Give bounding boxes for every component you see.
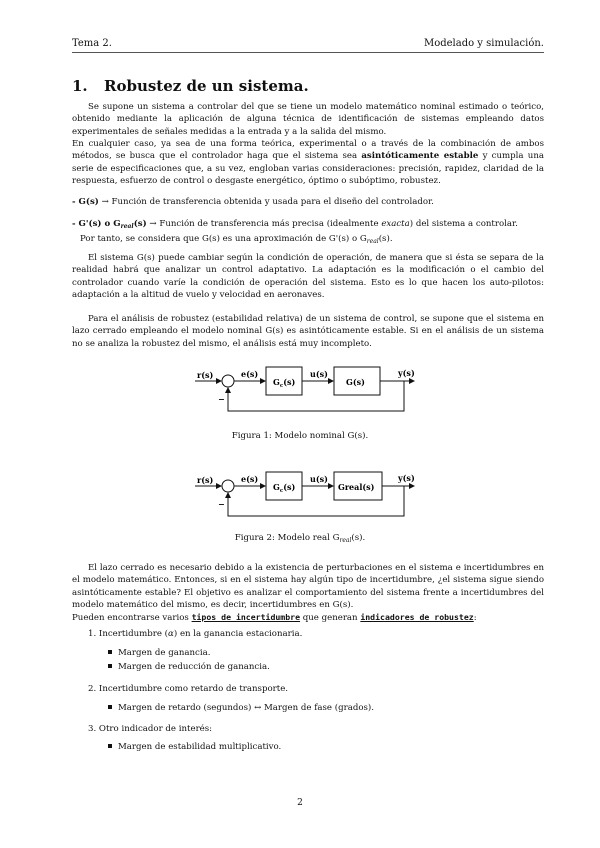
fig2-summing-junction xyxy=(222,480,234,492)
fig2-controller-label: $G_c(s)$ xyxy=(273,482,296,494)
bold-term: asintóticamente estable xyxy=(361,151,479,162)
list-item-2: 2. Incertidumbre como retardo de transporte. xyxy=(88,684,289,694)
fig1-label-e: e(s) xyxy=(241,369,259,379)
sub-item-text: Margen de estabilidad multiplicativo. xyxy=(118,742,282,752)
header-chapter: Tema 2. xyxy=(72,38,112,49)
term-greal-end: (s) xyxy=(133,219,147,229)
paragraph-uncertainty-types xyxy=(72,611,544,624)
figure1-caption: Figura 1: Modelo nominal G(s). xyxy=(231,431,369,441)
fig1-label-u: u(s) xyxy=(310,369,328,379)
definition-text: → Función de transferencia más precisa (idealmente xyxy=(146,219,382,229)
subscript: real xyxy=(120,223,134,230)
fig1-controller-label: $G_c(s)$ xyxy=(273,377,296,389)
text-run: y cumpla una serie de especificaciones que, a su vez, engloban varias consideraciones: precisión, rapidez, claridad de la respuesta, esfuerzo de control o desgaste energético, óptimo o subóptimo, robustez. xyxy=(72,151,544,187)
text-run: ) en la ganancia estacionaria. xyxy=(173,629,303,639)
sub-item-text: Margen de retardo (segundos) ↔ Margen de fase (grados). xyxy=(118,703,374,713)
figure2-caption xyxy=(0,533,600,544)
fig1-label-r: r(s) xyxy=(197,370,214,380)
text-run: : xyxy=(473,613,477,623)
sub-item-gain-margin xyxy=(108,648,210,658)
bullet-square xyxy=(108,744,112,748)
sub-item-multiplicative xyxy=(108,742,281,752)
fig1-summing-junction xyxy=(222,375,234,387)
paragraph-adaptive: El sistema G(s) puede cambiar según la condición de operación, de manera que si ésta se separa de la realidad habrá que analizar un control adaptativo. La adaptación es la modificación o el cambio del controlador cuando varíe la condición de operación del sistema. Esto es lo que hacen los auto-pilotos: adaptación a la altitud de vuelo y velocidad en aeronaves. xyxy=(72,253,544,301)
fig2-label-r: r(s) xyxy=(197,475,214,485)
fig2-label-e: e(s) xyxy=(241,474,259,484)
text-run: Por tanto, se considera que G(s) es una aproximación de G'(s) o G xyxy=(80,234,367,244)
fig2-minus-sign: − xyxy=(218,499,225,509)
highlight-term: indicadores de robustez xyxy=(360,612,474,622)
sub-item-gain-reduction xyxy=(108,662,270,672)
definition-greal xyxy=(72,218,552,233)
caption-text: (s). xyxy=(351,533,366,543)
section-title: Robustez de un sistema. xyxy=(104,77,309,95)
term-greal: - G'(s) o G xyxy=(72,219,121,229)
running-header xyxy=(72,38,544,53)
definition-text: → Función de transferencia obtenida y usada para el diseño del controlador. xyxy=(98,197,434,207)
definition-g xyxy=(72,196,552,208)
definition-text: ) del sistema a controlar. xyxy=(409,219,518,229)
term-g: - G(s) xyxy=(72,197,99,207)
sub-item-text: Margen de ganancia. xyxy=(118,648,211,658)
text-run: Pueden encontrarse varios xyxy=(72,613,192,623)
text-run: (s). xyxy=(378,234,393,244)
fig1-label-y: y(s) xyxy=(398,368,415,378)
paragraph-closed-loop: El lazo cerrado es necesario debido a la existencia de perturbaciones en el sistema e incertidumbres en el modelo matemático. Entonces, si en el sistema hay algún tipo de incertidumbre, ¿el sistema sigue siendo asintóticamente estable? El objetivo es analizar el comportamiento del sistema frente a incertidumbres del modelo matemático del mismo, es decir, incertidumbres en G(s). xyxy=(72,563,544,611)
paragraph-stability xyxy=(72,138,544,188)
fig1-minus-sign: − xyxy=(218,394,225,404)
fig2-label-y: y(s) xyxy=(398,473,415,483)
text-run: 1. Incertidumbre ( xyxy=(88,629,169,639)
italic-word: exacta xyxy=(381,219,410,229)
fig2-plant-label: Greal(s) xyxy=(338,482,375,492)
subscript: real xyxy=(339,537,352,544)
page-number: 2 xyxy=(297,798,303,808)
fig2-label-u: u(s) xyxy=(310,474,328,484)
bullet-square xyxy=(108,650,112,654)
header-title: Modelado y simulación. xyxy=(423,38,544,49)
paragraph-intro: Se supone un sistema a controlar del que se tiene un modelo matemático nominal estimado o teórico, obtenido mediante la aplicación de alguna técnica de identificación de sistemas empleando datos experimentales de señales medidas a la entrada y a la salida del mismo. xyxy=(72,102,544,137)
section-number: 1. xyxy=(72,77,88,95)
bullet-square xyxy=(108,664,112,668)
bullet-square xyxy=(108,705,112,709)
subscript: real xyxy=(366,238,379,245)
sub-item-text: Margen de reducción de ganancia. xyxy=(118,662,270,672)
text-run: que generan xyxy=(300,613,361,623)
caption-text: Figura 2: Modelo real G xyxy=(234,533,340,543)
paragraph-approximation xyxy=(80,233,560,248)
alpha-symbol: α xyxy=(168,629,174,639)
list-item-1 xyxy=(88,629,302,639)
fig1-plant-label: G(s) xyxy=(346,377,365,387)
paragraph-robustness: Para el análisis de robustez (estabilidad relativa) de un sistema de control, se supone que el sistema en lazo cerrado empleando el modelo nominal G(s) es asintóticamente estable. Si en el análisis de un sistema no se analiza la robustez del mismo, el análisis está muy incompleto. xyxy=(72,314,544,349)
sub-item-delay-margin xyxy=(108,703,374,713)
list-item-3: 3. Otro indicador de interés: xyxy=(88,724,213,734)
section-heading xyxy=(72,77,309,95)
figure1-block-diagram xyxy=(0,360,600,440)
text-run: En cualquier caso, ya sea de una forma teórica, experimental o a través de la combinación de ambos métodos, se busca que el controlador haga que el sistema sea xyxy=(72,139,544,162)
highlight-term: tipos de incertidumbre xyxy=(191,612,301,622)
